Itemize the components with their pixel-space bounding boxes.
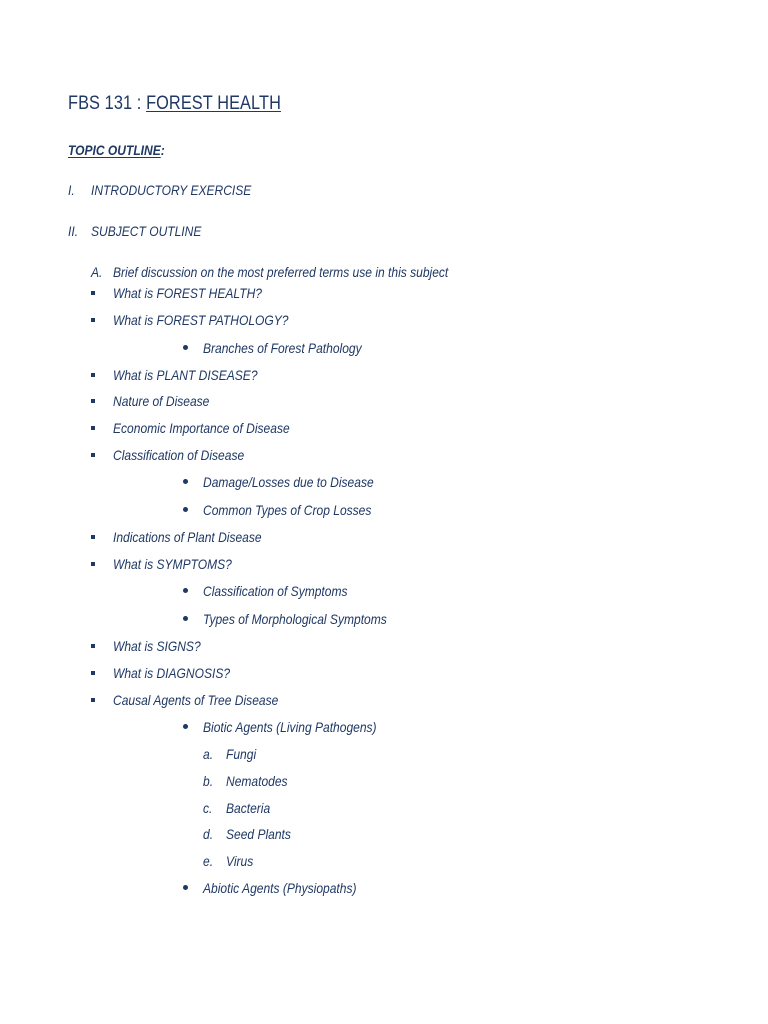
section-text: INTRODUCTORY EXERCISE — [91, 182, 252, 198]
list-subitem: Classification of Symptoms — [203, 583, 348, 599]
list-subitem: Types of Morphological Symptoms — [203, 611, 387, 627]
list-item: What is FOREST HEALTH? — [113, 285, 262, 301]
square-bullet — [91, 535, 95, 539]
list-subitem: Biotic Agents (Living Pathogens) — [203, 719, 377, 735]
list-item: What is FOREST PATHOLOGY? — [113, 312, 289, 328]
topic-outline-colon: : — [160, 142, 165, 158]
square-bullet — [91, 698, 95, 702]
list-item: Classification of Disease — [113, 447, 245, 463]
square-bullet — [91, 373, 95, 377]
square-bullet — [91, 562, 95, 566]
round-bullet — [183, 885, 188, 890]
square-bullet — [91, 291, 95, 295]
square-bullet — [91, 453, 95, 457]
square-bullet — [91, 644, 95, 648]
square-bullet — [91, 671, 95, 675]
round-bullet — [183, 345, 188, 350]
round-bullet — [183, 479, 188, 484]
lettered-item: Nematodes — [226, 773, 288, 789]
lettered-item: Bacteria — [226, 800, 271, 816]
section-text: SUBJECT OUTLINE — [91, 223, 202, 239]
course-name: FOREST HEALTH — [146, 93, 281, 114]
square-bullet — [91, 426, 95, 430]
lettered-item: Virus — [226, 853, 254, 869]
subheading-letter: A. — [91, 264, 103, 280]
document-title — [68, 93, 281, 115]
topic-outline-label: TOPIC OUTLINE — [68, 142, 161, 158]
letter-marker: d. — [203, 826, 214, 842]
list-subitem: Damage/Losses due to Disease — [203, 474, 374, 490]
list-item: Nature of Disease — [113, 393, 210, 409]
lettered-item: Seed Plants — [226, 826, 291, 842]
list-item: What is SIGNS? — [113, 638, 201, 654]
subheading-text: Brief discussion on the most preferred terms use in this subject — [113, 264, 449, 280]
lettered-item: Fungi — [226, 746, 257, 762]
list-subitem: Common Types of Crop Losses — [203, 502, 372, 518]
square-bullet — [91, 318, 95, 322]
round-bullet — [183, 616, 188, 621]
list-item: Indications of Plant Disease — [113, 529, 262, 545]
list-item: What is SYMPTOMS? — [113, 556, 232, 572]
list-item: What is PLANT DISEASE? — [113, 367, 258, 383]
letter-marker: c. — [203, 800, 213, 816]
list-item: Economic Importance of Disease — [113, 420, 290, 436]
list-item: What is DIAGNOSIS? — [113, 665, 231, 681]
letter-marker: b. — [203, 773, 214, 789]
square-bullet — [91, 399, 95, 403]
round-bullet — [183, 507, 188, 512]
list-subitem: Branches of Forest Pathology — [203, 340, 362, 356]
course-code: FBS 131 : — [68, 93, 147, 114]
round-bullet — [183, 724, 188, 729]
letter-marker: a. — [203, 746, 214, 762]
section-numeral: I. — [68, 182, 75, 198]
list-subitem: Abiotic Agents (Physiopaths) — [203, 880, 357, 896]
round-bullet — [183, 588, 188, 593]
topic-outline-heading — [68, 142, 165, 158]
list-item: Causal Agents of Tree Disease — [113, 692, 279, 708]
section-numeral: II. — [68, 223, 79, 239]
letter-marker: e. — [203, 853, 214, 869]
